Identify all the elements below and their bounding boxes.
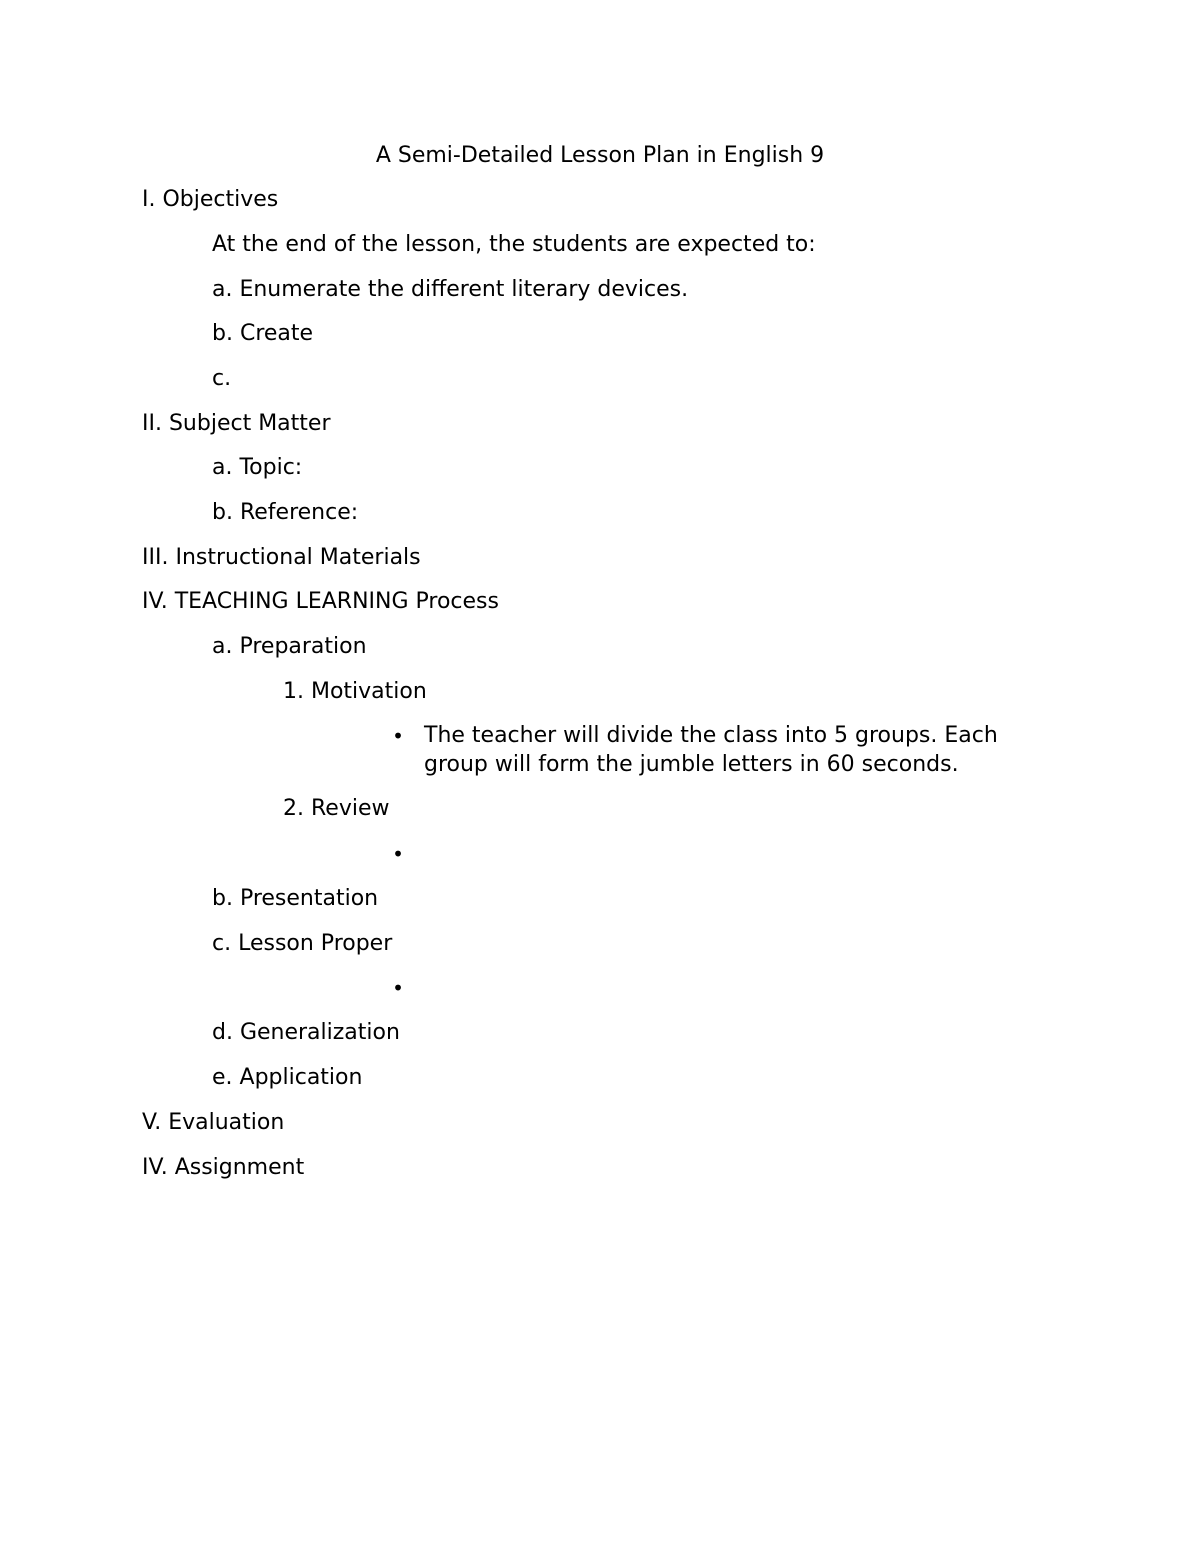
motivation-label: 1. Motivation bbox=[283, 679, 427, 704]
bullet-icon: • bbox=[392, 842, 404, 866]
evaluation-heading: V. Evaluation bbox=[142, 1110, 285, 1135]
subject-reference: b. Reference: bbox=[212, 500, 359, 525]
generalization-label: d. Generalization bbox=[212, 1020, 400, 1045]
bullet-icon: • bbox=[392, 976, 404, 1000]
presentation-label: b. Presentation bbox=[212, 886, 379, 911]
objective-item-b: b. Create bbox=[212, 321, 314, 346]
document-title: A Semi-Detailed Lesson Plan in English 9 bbox=[375, 143, 825, 168]
preparation-label: a. Preparation bbox=[212, 634, 367, 659]
motivation-bullet-text: The teacher will divide the class into 5 groups. Each group will form the jumble letters in 60 seconds. bbox=[424, 723, 998, 777]
review-label: 2. Review bbox=[283, 796, 390, 821]
subject-matter-heading: II. Subject Matter bbox=[142, 411, 331, 436]
teaching-learning-heading: IV. TEACHING LEARNING Process bbox=[142, 589, 499, 614]
objectives-heading: I. Objectives bbox=[142, 187, 279, 212]
assignment-heading: IV. Assignment bbox=[142, 1155, 305, 1180]
objective-item-c: c. bbox=[212, 366, 232, 391]
subject-topic: a. Topic: bbox=[212, 455, 303, 480]
lesson-proper-label: c. Lesson Proper bbox=[212, 931, 393, 956]
instructional-materials-heading: III. Instructional Materials bbox=[142, 545, 421, 570]
objective-item-a: a. Enumerate the different literary devices. bbox=[212, 277, 689, 302]
bullet-icon: • bbox=[392, 724, 404, 748]
objectives-intro: At the end of the lesson, the students are expected to: bbox=[212, 232, 816, 257]
application-label: e. Application bbox=[212, 1065, 363, 1090]
